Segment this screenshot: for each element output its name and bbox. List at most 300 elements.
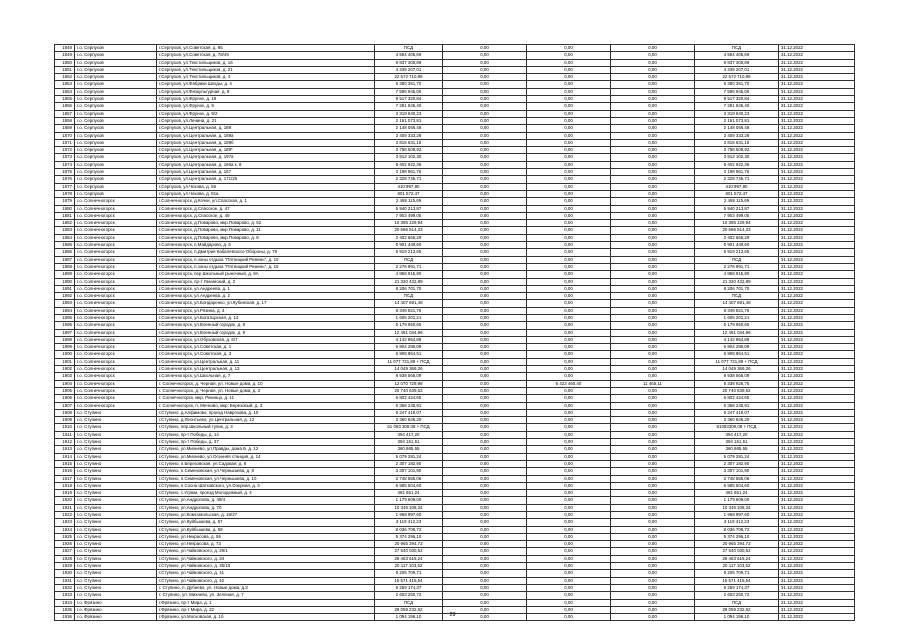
cell-col-2: 0,00 <box>443 358 527 365</box>
table-row <box>55 322 855 329</box>
cell-col-5: 5 901 449,60 <box>695 242 779 249</box>
cell-col-2: 0,00 <box>443 293 527 300</box>
cell-municipality: г.о. Солнечногорск <box>75 336 157 343</box>
cell-total-cost: 3 198 961,76 <box>375 169 443 176</box>
cell-col-3: 0,00 <box>527 81 611 88</box>
cell-municipality: г.о. Солнечногорск <box>75 227 157 234</box>
cell-address: г.Солнечногорск, п.Дмитрия Кабалевского-Обороны, д. 78 <box>157 249 375 256</box>
cell-municipality: г.о. Ступино <box>75 555 157 562</box>
cell-col-3: 0,00 <box>527 169 611 176</box>
cell-col-3: 0,00 <box>527 431 611 438</box>
table-row <box>55 490 855 497</box>
cell-col-2: 0,00 <box>443 577 527 584</box>
table-row <box>55 212 855 219</box>
cell-col-2: 0,00 <box>443 81 527 88</box>
table-row <box>55 373 855 380</box>
cell-col-2: 0,00 <box>443 446 527 453</box>
cell-col-4: 0,00 <box>611 307 695 314</box>
cell-col-5: 2 278 991,71 <box>695 263 779 270</box>
cell-col-3: 0,00 <box>527 563 611 570</box>
cell-municipality: г.о. Ступино <box>75 519 157 526</box>
cell-col-3: 0,00 <box>527 139 611 146</box>
cell-total-cost: 3 360 846,20 <box>375 417 443 424</box>
cell-col-5: 6 247 419,07 <box>695 409 779 416</box>
cell-address: г.Ступино, ул.Куйбышева, д. 59 <box>157 526 375 533</box>
cell-deadline-date: 31.12.2022 <box>779 460 855 467</box>
table-row <box>55 329 855 336</box>
cell-col-4: 0,00 <box>611 117 695 124</box>
table-row <box>55 220 855 227</box>
cell-row-number: 1870 <box>55 132 75 139</box>
cell-address: г.Солнечногорск, д.Спасское, д. 48 <box>157 212 375 219</box>
cell-total-cost: 9 938 565,09 <box>375 373 443 380</box>
table-row <box>55 439 855 446</box>
cell-row-number: 1907 <box>55 402 75 409</box>
cell-col-2: 0,00 <box>443 424 527 431</box>
cell-col-3: 0,00 <box>527 110 611 117</box>
cell-row-number: 1883 <box>55 227 75 234</box>
cell-deadline-date: 31.12.2022 <box>779 285 855 292</box>
cell-row-number: 1872 <box>55 147 75 154</box>
cell-col-2: 0,00 <box>443 548 527 555</box>
cell-total-cost: 7 903 499,05 <box>375 212 443 219</box>
cell-col-3: 0,00 <box>527 592 611 599</box>
table-row <box>55 190 855 197</box>
cell-col-5: 4 142 854,89 <box>695 336 779 343</box>
table-row <box>55 242 855 249</box>
cell-col-4: 0,00 <box>611 52 695 59</box>
cell-col-4: 0,00 <box>611 358 695 365</box>
cell-municipality: г.о. Серпухов <box>75 117 157 124</box>
cell-address: г.Серпухов, ул.Центральная, д. 166а к. 8 <box>157 161 375 168</box>
cell-col-5: 3 815 631,18 <box>695 139 779 146</box>
cell-municipality: г.о. Солнечногорск <box>75 293 157 300</box>
cell-total-cost: ПСД <box>375 256 443 263</box>
cell-total-cost: 5 985 504,60 <box>375 482 443 489</box>
cell-col-2: 0,00 <box>443 132 527 139</box>
cell-row-number: 1889 <box>55 271 75 278</box>
cell-address: г.Ступино, ул.Михнево, ул.Осенняя станция, д. 14 <box>157 453 375 460</box>
cell-row-number: 1895 <box>55 314 75 321</box>
cell-municipality: г.о. Солнечногорск <box>75 395 157 402</box>
cell-col-5: 5 179 950,65 <box>695 322 779 329</box>
table-row <box>55 387 855 394</box>
cell-col-5: 360 865,55 <box>695 446 779 453</box>
cell-municipality: г.о. Серпухов <box>75 169 157 176</box>
cell-col-3: 0,00 <box>527 285 611 292</box>
cell-municipality: г.о. Серпухов <box>75 183 157 190</box>
cell-municipality: г.о. Серпухов <box>75 59 157 66</box>
cell-address: г.Ступино, ул.Чайковского, д. 42 <box>157 577 375 584</box>
cell-deadline-date: 31.12.2022 <box>779 366 855 373</box>
cell-municipality: г.о. Солнечногорск <box>75 351 157 358</box>
cell-col-5: 10 345 108,34 <box>695 504 779 511</box>
cell-row-number: 1873 <box>55 154 75 161</box>
cell-total-cost: 28 463 616,24 <box>375 555 443 562</box>
table-row <box>55 198 855 205</box>
table-row <box>55 117 855 124</box>
cell-municipality: г.о. Ступино <box>75 577 157 584</box>
cell-col-2: 0,00 <box>443 570 527 577</box>
table-row <box>55 249 855 256</box>
cell-municipality: г.о. Солнечногорск <box>75 329 157 336</box>
cell-total-cost: 6 358 248,91 <box>375 402 443 409</box>
cell-address: г.Солнечногорск, ул.Андреева, д. 2 <box>157 293 375 300</box>
cell-col-4: 0,00 <box>611 606 695 613</box>
cell-col-5: 8 349 821,76 <box>695 307 779 314</box>
capital-repair-table <box>54 44 855 621</box>
cell-col-4: 0,00 <box>611 417 695 424</box>
table-row <box>55 336 855 343</box>
table-row <box>55 570 855 577</box>
cell-municipality: г.о. Ступино <box>75 592 157 599</box>
cell-col-2: 0,00 <box>443 88 527 95</box>
table-row <box>55 380 855 387</box>
cell-deadline-date: 31.12.2022 <box>779 278 855 285</box>
cell-total-cost: 2 748 555,06 <box>375 475 443 482</box>
table-row <box>55 592 855 599</box>
cell-deadline-date: 31.12.2022 <box>779 344 855 351</box>
table-row <box>55 358 855 365</box>
cell-total-cost: 6 802 424,65 <box>375 395 443 402</box>
cell-municipality: г.о. Солнечногорск <box>75 256 157 263</box>
cell-row-number: 1900 <box>55 351 75 358</box>
cell-col-4: 0,00 <box>611 81 695 88</box>
cell-address: г.Солнечногорск, ул.Рязина, д. 4 <box>157 307 375 314</box>
cell-col-4: 0,00 <box>611 314 695 321</box>
table-row <box>55 88 855 95</box>
cell-row-number: 1885 <box>55 242 75 249</box>
cell-col-4: 0,00 <box>611 366 695 373</box>
cell-address: г.Серпухов, ул.Чехова, д. 56 <box>157 183 375 190</box>
cell-col-2: 0,00 <box>443 117 527 124</box>
cell-address: г.Солнечногорск, ул.Центральная, д. 11 <box>157 358 375 365</box>
cell-deadline-date: 31.12.2022 <box>779 212 855 219</box>
cell-col-4: 0,00 <box>611 395 695 402</box>
cell-col-4: 0,00 <box>611 373 695 380</box>
cell-col-2: 0,00 <box>443 599 527 606</box>
table-row <box>55 366 855 373</box>
cell-col-5: ПСД <box>695 293 779 300</box>
cell-col-2: 0,00 <box>443 417 527 424</box>
cell-col-3: 0,00 <box>527 147 611 154</box>
cell-row-number: 1911 <box>55 431 75 438</box>
cell-row-number: 1849 <box>55 52 75 59</box>
cell-col-3: 0,00 <box>527 249 611 256</box>
cell-total-cost: 2 402 666,29 <box>375 234 443 241</box>
cell-row-number: 1853 <box>55 81 75 88</box>
cell-col-4: 0,00 <box>611 424 695 431</box>
cell-total-cost: 3 812 102,30 <box>375 154 443 161</box>
cell-total-cost: 4 339 207,01 <box>375 66 443 73</box>
cell-col-5: 61093309,08 + ПСД <box>695 424 779 431</box>
cell-address: г.Серпухов, ул.Центральная, д. 189 <box>157 125 375 132</box>
cell-col-5: 21 320 432,89 <box>695 278 779 285</box>
cell-total-cost: 5 179 950,65 <box>375 322 443 329</box>
cell-address: г.Фрязино, пр-т Мира, д. 1 <box>157 599 375 606</box>
cell-municipality: г.о. Серпухов <box>75 45 157 52</box>
cell-col-2: 0,00 <box>443 519 527 526</box>
cell-address: г.Серпухов, ул.Центральная, д. 171/25 <box>157 176 375 183</box>
cell-municipality: г.о. Ступино <box>75 584 157 591</box>
cell-col-3: 0,00 <box>527 117 611 124</box>
cell-col-3: 0,00 <box>527 132 611 139</box>
cell-row-number: 1878 <box>55 190 75 197</box>
cell-col-3: 0,00 <box>527 387 611 394</box>
cell-total-cost: 3 758 509,92 <box>375 147 443 154</box>
cell-total-cost: 2 603 250,72 <box>375 592 443 599</box>
cell-col-4: 0,00 <box>611 169 695 176</box>
cell-col-5: 5 374 296,10 <box>695 533 779 540</box>
cell-col-5: 3 758 509,92 <box>695 147 779 154</box>
cell-address: г.Ступино, пр-т Победы, д. 14 <box>157 431 375 438</box>
cell-col-5: 15 571 416,54 <box>695 577 779 584</box>
cell-total-cost: 8 205 709,71 <box>375 570 443 577</box>
table-row <box>55 314 855 321</box>
cell-address: г.Солнечногорск, ул.Бондаренко, ул.Кубинская, д. 17 <box>157 300 375 307</box>
cell-municipality: г.о. Солнечногорск <box>75 402 157 409</box>
cell-deadline-date: 31.12.2022 <box>779 147 855 154</box>
cell-total-cost: 2 469 115,69 <box>375 198 443 205</box>
cell-col-4: 0,00 <box>611 570 695 577</box>
cell-address: г.Серпухов, ул.Фрунзе, д. 19 <box>157 96 375 103</box>
cell-deadline-date: 31.12.2022 <box>779 490 855 497</box>
cell-col-3: 0,00 <box>527 212 611 219</box>
cell-deadline-date: 31.12.2022 <box>779 66 855 73</box>
cell-total-cost: 6 247 419,07 <box>375 409 443 416</box>
cell-col-2: 0,00 <box>443 431 527 438</box>
cell-total-cost: 8 036 708,72 <box>375 526 443 533</box>
cell-col-5: 28 059 232,92 <box>695 606 779 613</box>
cell-col-4: 0,00 <box>611 139 695 146</box>
cell-deadline-date: 31.12.2022 <box>779 139 855 146</box>
cell-row-number: 1924 <box>55 526 75 533</box>
cell-col-4: 0,00 <box>611 555 695 562</box>
cell-deadline-date: 31.12.2022 <box>779 431 855 438</box>
cell-total-cost: 8 517 320,84 <box>375 96 443 103</box>
cell-address: г.Солнечногорск, п.Майдарово, д. 6 <box>157 242 375 249</box>
cell-municipality: г.о. Солнечногорск <box>75 344 157 351</box>
cell-deadline-date: 31.12.2022 <box>779 424 855 431</box>
cell-total-cost: 20 965 294,73 <box>375 541 443 548</box>
cell-col-3: 0,00 <box>527 409 611 416</box>
table-row <box>55 468 855 475</box>
cell-deadline-date: 31.12.2022 <box>779 329 855 336</box>
cell-col-3: 0,00 <box>527 307 611 314</box>
table-row <box>55 344 855 351</box>
cell-col-3: 0,00 <box>527 314 611 321</box>
cell-col-5: 8 517 320,84 <box>695 96 779 103</box>
cell-col-2: 0,00 <box>443 205 527 212</box>
cell-total-cost: 5 079 281,24 <box>375 453 443 460</box>
cell-row-number: 1928 <box>55 555 75 562</box>
cell-total-cost: 20 666 514,33 <box>375 227 443 234</box>
cell-col-4: 0,00 <box>611 468 695 475</box>
cell-col-4: 0,00 <box>611 541 695 548</box>
cell-col-4: 0,00 <box>611 96 695 103</box>
cell-row-number: 1920 <box>55 497 75 504</box>
cell-municipality: г.о. Серпухов <box>75 103 157 110</box>
cell-col-5: 14 407 691,48 <box>695 300 779 307</box>
cell-address: г.Ступино, п.Сосна Шатковского, ул.Озерная, д. 3 <box>157 482 375 489</box>
cell-col-2: 0,00 <box>443 497 527 504</box>
cell-deadline-date: 31.12.2022 <box>779 52 855 59</box>
cell-col-3: 0,00 <box>527 402 611 409</box>
cell-col-5: 7 596 946,06 <box>695 88 779 95</box>
cell-col-4: 0,00 <box>611 198 695 205</box>
cell-municipality: г.о. Фрязино <box>75 606 157 613</box>
cell-col-3: 5 423 460,40 <box>527 380 611 387</box>
cell-deadline-date: 31.12.2022 <box>779 242 855 249</box>
cell-col-3: 0,00 <box>527 263 611 270</box>
table-row <box>55 409 855 416</box>
table-row <box>55 234 855 241</box>
cell-col-4: 0,00 <box>611 548 695 555</box>
table-row <box>55 446 855 453</box>
cell-col-3: 0,00 <box>527 614 611 621</box>
table-row <box>55 351 855 358</box>
cell-deadline-date: 31.12.2022 <box>779 169 855 176</box>
cell-total-cost: 6 804 286,09 <box>375 344 443 351</box>
cell-col-4: 0,00 <box>611 161 695 168</box>
table-row <box>55 256 855 263</box>
table-body <box>55 45 855 621</box>
cell-row-number: 1926 <box>55 541 75 548</box>
cell-col-3: 0,00 <box>527 512 611 519</box>
cell-col-5: 10 395 229,94 <box>695 220 779 227</box>
cell-address: г.Фрязино, пр-т Мира, д. 22 <box>157 606 375 613</box>
cell-total-cost: 20 117 103,52 <box>375 563 443 570</box>
table-row <box>55 161 855 168</box>
cell-municipality: г.о. Солнечногорск <box>75 307 157 314</box>
cell-row-number: 1931 <box>55 577 75 584</box>
cell-col-3: 0,00 <box>527 424 611 431</box>
cell-address: г.Ступино, п.Семеновская, ул.Чернышева, д. 9 <box>157 468 375 475</box>
cell-address: г.Солнечногорск, п.зоны отдыха "Пятницкий Ремень", д. 15 <box>157 263 375 270</box>
cell-row-number: 1922 <box>55 512 75 519</box>
cell-row-number: 1859 <box>55 125 75 132</box>
cell-municipality: г.о. Солнечногорск <box>75 373 157 380</box>
cell-col-4: 0,00 <box>611 336 695 343</box>
cell-deadline-date: 31.12.2022 <box>779 592 855 599</box>
cell-total-cost: 1 094 196,10 <box>375 614 443 621</box>
cell-address: г.Солнечногорск, пер.Школьный рыночный, д. 9А <box>157 271 375 278</box>
cell-col-2: 0,00 <box>443 249 527 256</box>
table-row <box>55 52 855 59</box>
cell-col-5: 12 481 044,96 <box>695 329 779 336</box>
table-row <box>55 563 855 570</box>
cell-row-number: 1876 <box>55 176 75 183</box>
cell-municipality: г.о. Солнечногорск <box>75 263 157 270</box>
cell-total-cost: 5 259 174,37 <box>375 584 443 591</box>
cell-total-cost: 4 594 405,69 <box>375 52 443 59</box>
cell-row-number: 1906 <box>55 395 75 402</box>
cell-municipality: г.о. Серпухов <box>75 66 157 73</box>
cell-municipality: г.о. Серпухов <box>75 110 157 117</box>
cell-address: г.Ступино, ул.Некрасова, д. 56 <box>157 533 375 540</box>
cell-col-4: 0,00 <box>611 212 695 219</box>
cell-address: г. Солнечногорск, д. Черная, ул. Новые дома, д. 10 <box>157 380 375 387</box>
cell-address: г.Серпухов, ул.Ленина, д. 21 <box>157 117 375 124</box>
cell-deadline-date: 31.12.2022 <box>779 183 855 190</box>
cell-row-number: 1918 <box>55 482 75 489</box>
cell-col-3: 0,00 <box>527 154 611 161</box>
table-row <box>55 548 855 555</box>
cell-col-4: 0,00 <box>611 66 695 73</box>
cell-col-2: 0,00 <box>443 139 527 146</box>
cell-deadline-date: 31.12.2022 <box>779 88 855 95</box>
cell-col-3: 0,00 <box>527 190 611 197</box>
cell-col-5: 27 540 030,52 <box>695 548 779 555</box>
table-row <box>55 169 855 176</box>
cell-deadline-date: 31.12.2022 <box>779 395 855 402</box>
cell-row-number: 1915 <box>55 460 75 467</box>
cell-address: г.Ступино, ул.Комсомольская, д. 18/27 <box>157 512 375 519</box>
cell-col-2: 0,00 <box>443 592 527 599</box>
table-row <box>55 584 855 591</box>
cell-municipality: г.о. Серпухов <box>75 139 157 146</box>
cell-col-5: 8 036 708,72 <box>695 526 779 533</box>
cell-col-3: 0,00 <box>527 497 611 504</box>
cell-col-4: 0,00 <box>611 533 695 540</box>
cell-address: г.Ступино, ул.Некрасова, д. 73 <box>157 541 375 548</box>
cell-row-number: 1854 <box>55 88 75 95</box>
cell-col-4: 0,00 <box>611 110 695 117</box>
cell-municipality: г.о. Ступино <box>75 446 157 453</box>
cell-address: г.Серпухов, ул.Советская, д. 85 <box>157 45 375 52</box>
cell-col-3: 0,00 <box>527 555 611 562</box>
cell-deadline-date: 31.12.2022 <box>779 526 855 533</box>
cell-col-5: 5 338 926,75 <box>695 380 779 387</box>
cell-municipality: г.о. Ступино <box>75 475 157 482</box>
cell-col-4: 0,00 <box>611 132 695 139</box>
table-row <box>55 74 855 81</box>
cell-row-number: 1898 <box>55 336 75 343</box>
cell-deadline-date: 31.12.2022 <box>779 249 855 256</box>
cell-row-number: 1850 <box>55 59 75 66</box>
cell-municipality: г.о. Солнечногорск <box>75 285 157 292</box>
cell-col-2: 0,00 <box>443 169 527 176</box>
cell-col-3: 0,00 <box>527 242 611 249</box>
table-row <box>55 497 855 504</box>
cell-col-3: 0,00 <box>527 541 611 548</box>
cell-col-2: 0,00 <box>443 409 527 416</box>
cell-deadline-date: 31.12.2022 <box>779 497 855 504</box>
cell-col-2: 0,00 <box>443 176 527 183</box>
cell-col-2: 0,00 <box>443 614 527 621</box>
cell-col-4: 0,00 <box>611 453 695 460</box>
cell-total-cost: 5 402 922,36 <box>375 161 443 168</box>
cell-deadline-date: 31.12.2022 <box>779 482 855 489</box>
cell-col-5: 1 094 196,10 <box>695 614 779 621</box>
cell-address: г.Солнечногорск, д.Спасское, д. 47 <box>157 205 375 212</box>
cell-address: г.Серпухов, ул.Фрунзе, д. 9/2 <box>157 110 375 117</box>
cell-col-3: 0,00 <box>527 176 611 183</box>
cell-deadline-date: 31.12.2022 <box>779 81 855 88</box>
cell-deadline-date: 31.12.2022 <box>779 541 855 548</box>
cell-total-cost: 1 605 201,21 <box>375 314 443 321</box>
cell-address: г.Солнечногорск, п.зоны отдыха "Пятницкий Ремень", д. 10 <box>157 256 375 263</box>
cell-col-5: 8 206 701,70 <box>695 285 779 292</box>
cell-deadline-date: 31.12.2022 <box>779 475 855 482</box>
cell-municipality: г.о. Ступино <box>75 548 157 555</box>
cell-address: г.Серпухов, ул.Физкультурная, д. 8 <box>157 88 375 95</box>
cell-col-4: 0,00 <box>611 322 695 329</box>
cell-col-5: 801 572,47 <box>695 190 779 197</box>
cell-address: г.Солнечногорск, ул.Военный городок, д. 8 <box>157 322 375 329</box>
table-row <box>55 533 855 540</box>
cell-col-4: 0,00 <box>611 271 695 278</box>
